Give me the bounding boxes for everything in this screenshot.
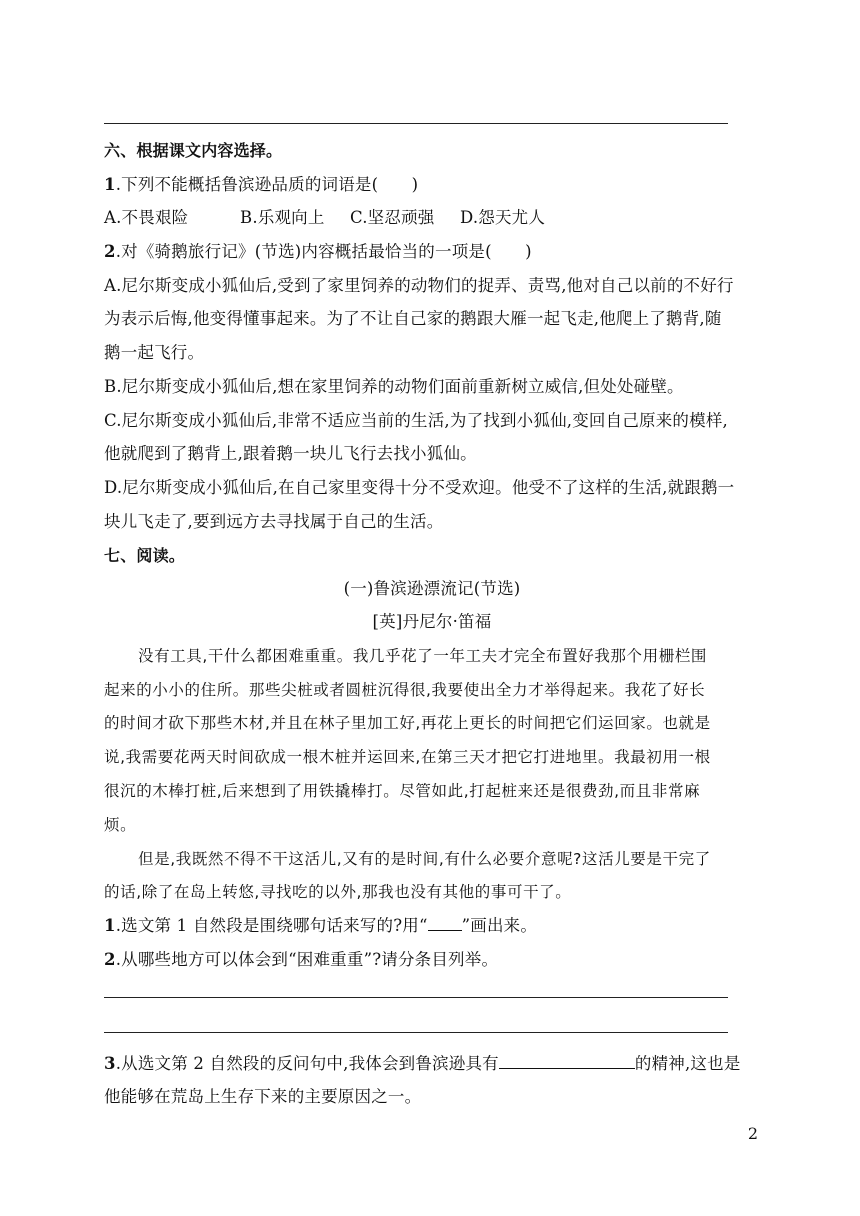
question-number: 2 xyxy=(104,950,116,969)
option-d-line: 块儿飞走了,要到远方去寻找属于自己的生活。 xyxy=(104,512,444,531)
question-text: .选文第 1 自然段是围绕哪句话来写的?用“ xyxy=(115,916,428,935)
question-text: 的精神,这也是 xyxy=(634,1054,741,1073)
passage-author: [英]丹尼尔·笛福 xyxy=(372,612,492,631)
option-c-line: 他就爬到了鹅背上,跟着鹅一块儿飞行去找小狐仙。 xyxy=(104,444,477,463)
question-text: ”画出来。 xyxy=(461,916,538,935)
passage-line: 说,我需要花两天时间砍成一根木桩并运回来,在第三天才把它打进地里。我最初用一根 xyxy=(104,748,711,766)
passage-title: (一)鲁滨逊漂流记(节选) xyxy=(343,579,521,598)
option-a-line: 鹅一起飞行。 xyxy=(104,343,205,362)
option-a-line: A.尼尔斯变成小狐仙后,受到了家里饲养的动物们的捉弄、责骂,他对自己以前的不好行 xyxy=(104,276,734,295)
option-b: B.乐观向上 xyxy=(240,208,325,227)
option-d: D.怨天尤人 xyxy=(460,208,546,227)
page-number: 2 xyxy=(747,1124,758,1143)
passage-line: 的话,除了在岛上转悠,寻找吃的以外,那我也没有其他的事可干了。 xyxy=(104,883,572,901)
answer-line[interactable] xyxy=(104,1032,728,1033)
question-number: 1 xyxy=(104,916,116,935)
question-text: .对《骑鹅旅行记》(节选)内容概括最恰当的一项是( ) xyxy=(115,242,532,261)
answer-blank[interactable] xyxy=(499,1054,635,1069)
passage-line: 但是,我既然不得不干这活儿,又有的是时间,有什么必要介意呢?这活儿要是干完了 xyxy=(138,850,711,868)
underline-sample xyxy=(428,916,462,931)
question-6-2 xyxy=(104,241,760,263)
question-7-3 xyxy=(104,1053,760,1075)
passage-line: 烦。 xyxy=(104,816,137,834)
option-c-line: C.尼尔斯变成小狐仙后,非常不适应当前的生活,为了找到小狐仙,变回自己原来的模样, xyxy=(104,411,728,430)
passage-line: 的时间才砍下那些木材,并且在林子里加工好,再花上更长的时间把它们运回家。也就是 xyxy=(104,714,711,732)
passage-line: 起来的小小的住所。那些尖桩或者圆桩沉得很,我要使出全力才举得起来。我花了好长 xyxy=(104,681,706,699)
question-number: 2 xyxy=(104,242,116,261)
question-7-3-line2: 他能够在荒岛上生存下来的主要原因之一。 xyxy=(104,1087,422,1106)
option-a-line: 为表示后悔,他变得懂事起来。为了不让自己家的鹅跟大雁一起飞走,他爬上了鹅背,随 xyxy=(104,309,722,328)
option-c: C.坚忍顽强 xyxy=(350,208,435,227)
passage-line: 很沉的木棒打桩,后来想到了用铁撬棒打。尽管如此,打起桩来还是很费劲,而且非常麻 xyxy=(104,782,701,800)
option-d-line: D.尼尔斯变成小狐仙后,在自己家里变得十分不受欢迎。他受不了这样的生活,就跟鹅一 xyxy=(104,478,735,497)
question-number: 1 xyxy=(104,175,116,194)
passage-line: 没有工具,干什么都困难重重。我几乎花了一年工夫才完全布置好我那个用栅栏围 xyxy=(138,647,708,665)
question-text: .下列不能概括鲁滨逊品质的词语是( ) xyxy=(115,175,419,194)
question-text: .从选文第 2 自然段的反问句中,我体会到鲁滨逊具有 xyxy=(115,1054,499,1073)
question-number: 3 xyxy=(104,1054,116,1073)
question-7-1 xyxy=(104,915,760,937)
question-text: .从哪些地方可以体会到“困难重重”?请分条目列举。 xyxy=(115,950,499,969)
option-b-line: B.尼尔斯变成小狐仙后,想在家里饲养的动物们面前重新树立威信,但处处碰壁。 xyxy=(104,377,684,396)
question-7-2 xyxy=(104,949,760,971)
section-6-heading: 六、根据课文内容选择。 xyxy=(104,141,283,160)
top-rule xyxy=(104,123,728,124)
answer-line[interactable] xyxy=(104,997,728,998)
question-6-1 xyxy=(104,174,760,196)
section-7-heading: 七、阅读。 xyxy=(104,546,186,565)
option-a: A.不畏艰险 xyxy=(104,208,189,227)
